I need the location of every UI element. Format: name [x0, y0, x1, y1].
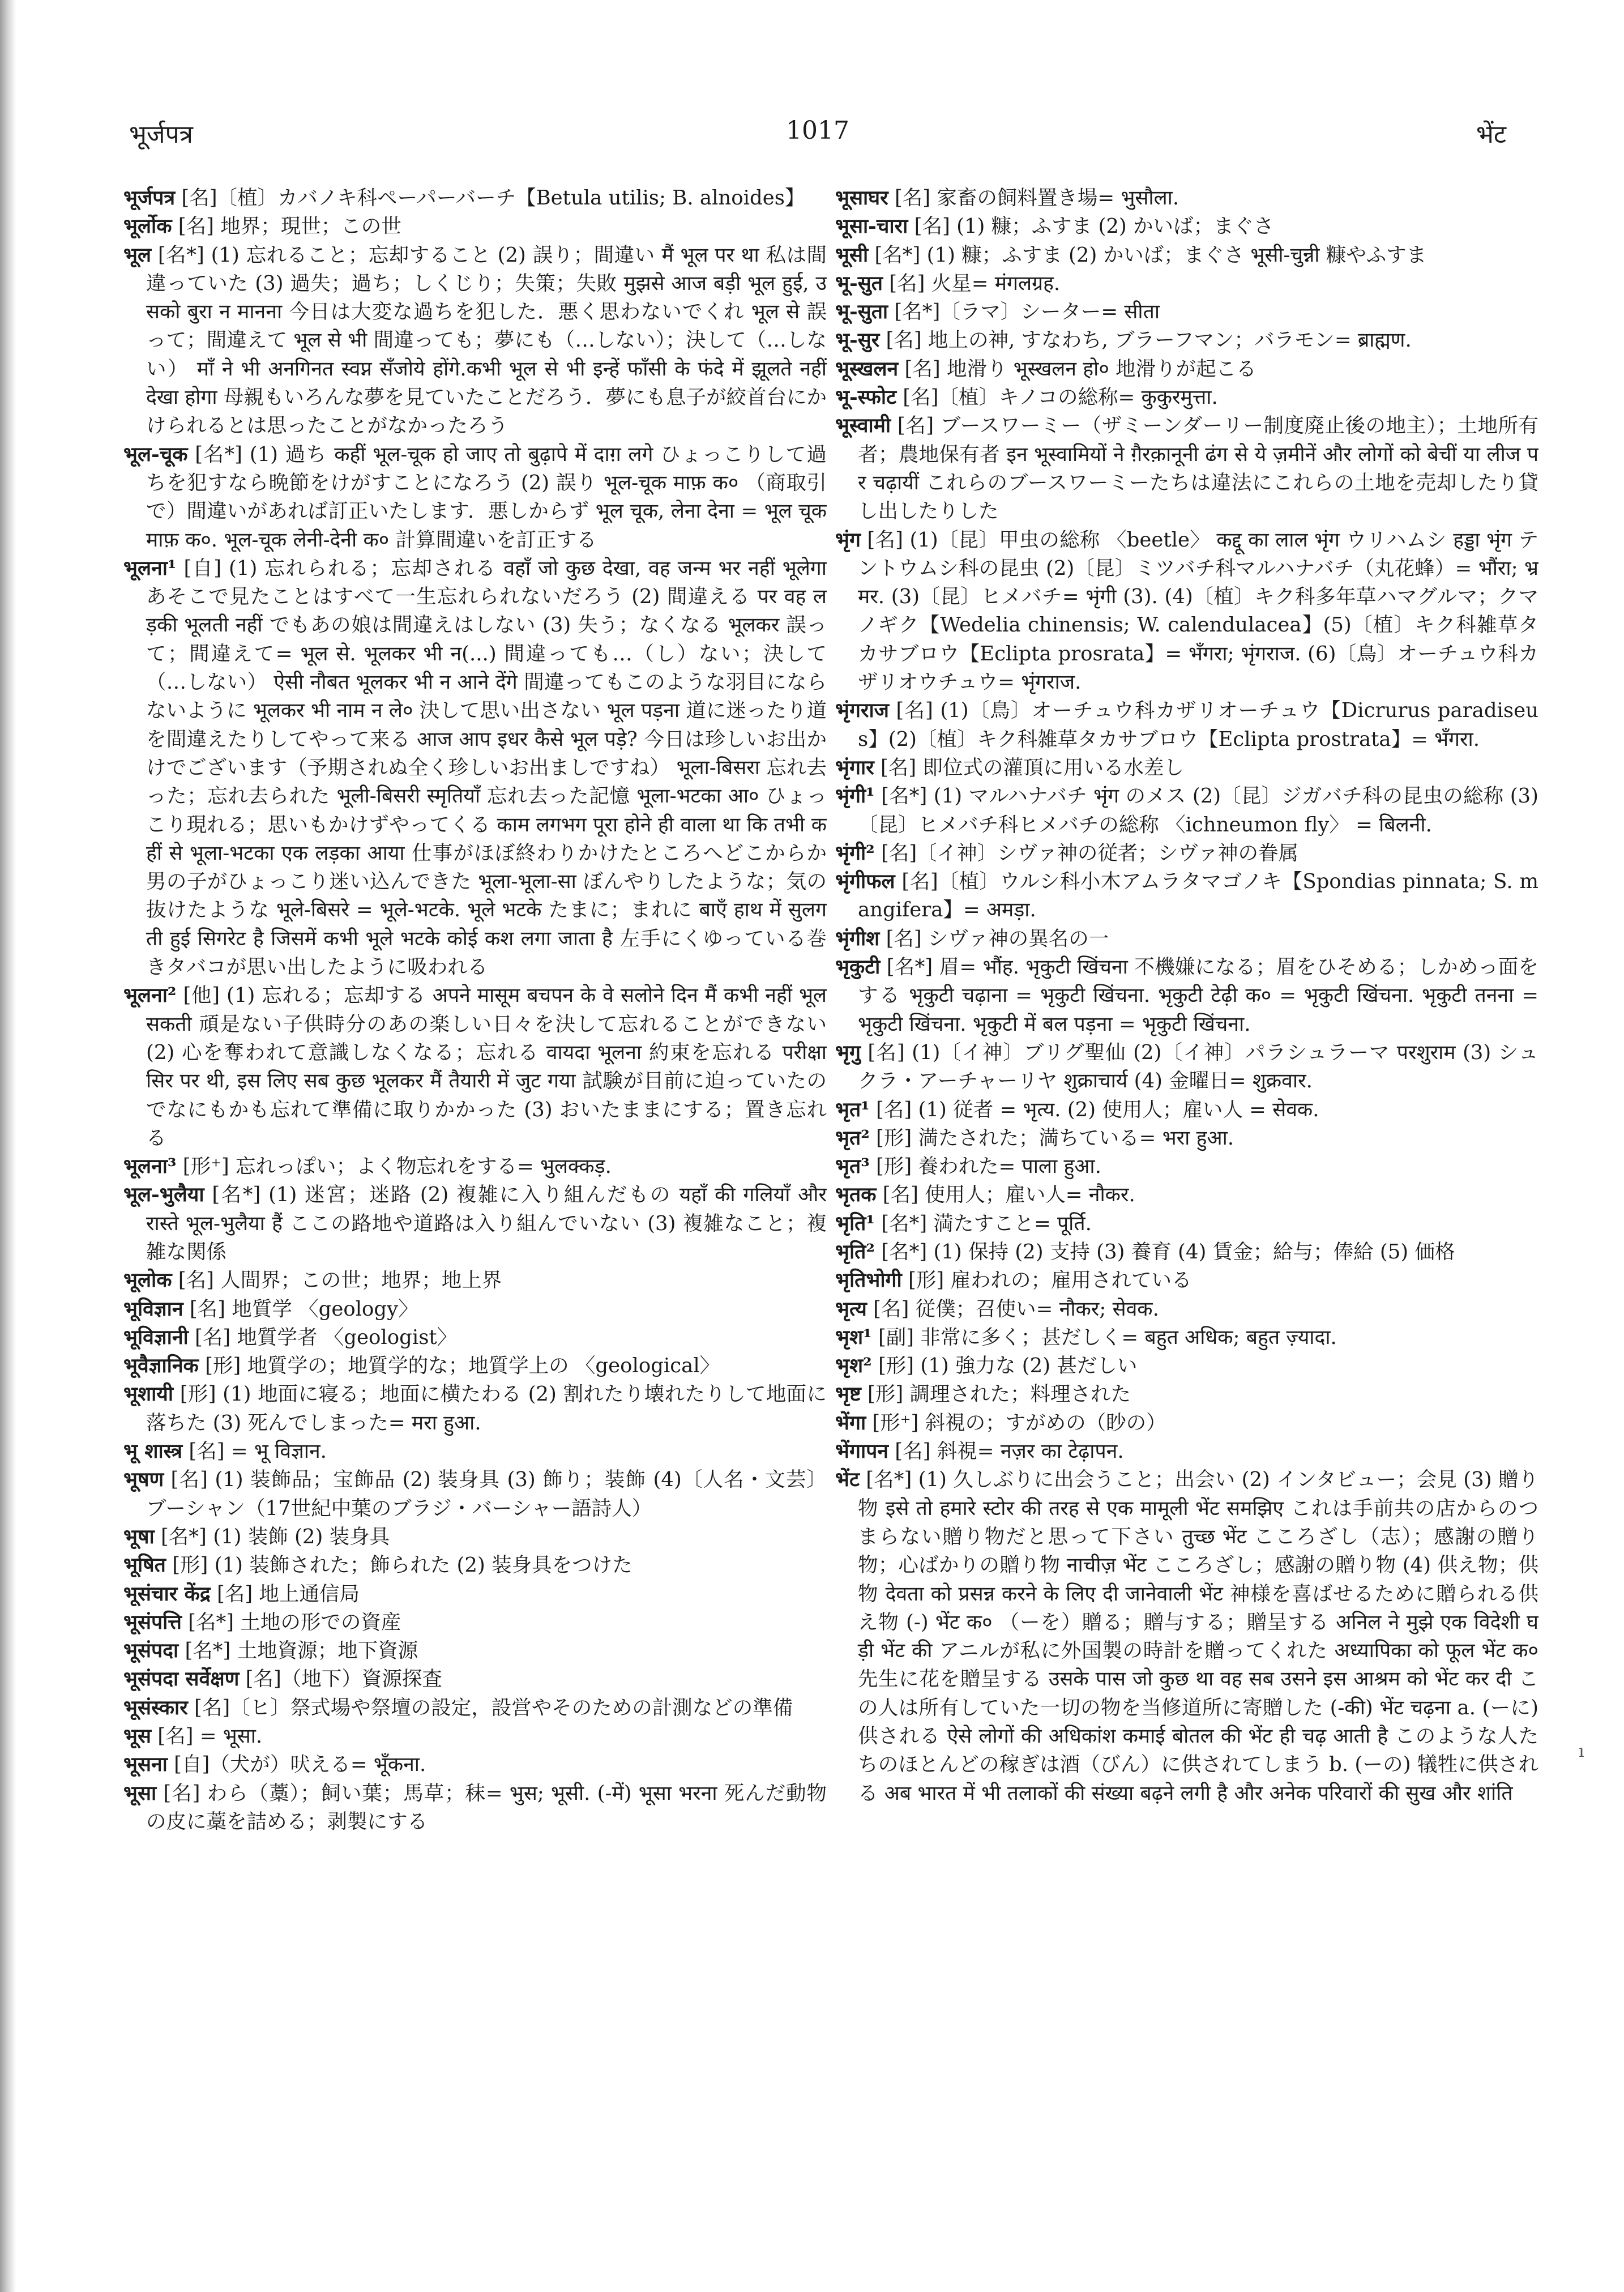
entry-headword: भू-स्फोट	[835, 386, 896, 409]
entry-definition: [名*] (1) 糠；ふすま (2) かいば；まぐさ भूसी-चुन्नी 糠やふすま	[868, 243, 1427, 267]
entry-headword: भूवैज्ञानिक	[123, 1354, 199, 1378]
entry-definition: [名] (1) 従者 = भृत्य. (2) 使用人；雇い人 = सेवक.	[869, 1098, 1319, 1121]
dictionary-entry	[123, 1437, 827, 1466]
dictionary-entry	[123, 1608, 827, 1637]
dictionary-entry	[123, 981, 827, 1153]
dictionary-entry	[835, 1324, 1538, 1352]
entry-definition: [名*] (1) 装飾 (2) 装身具	[154, 1525, 390, 1548]
entry-definition: [名] (1)〔鳥〕オーチュウ科カザリオーチュウ【Dicrurus paradiseus】(2)〔植〕キク科雑草タカサブロウ【Eclipta prostrata】= भँगरा.	[858, 699, 1538, 751]
dictionary-entry	[123, 441, 827, 554]
entry-definition: [他] (1) 忘れる；忘却する अपने मासूम बचपन के वे सलोने दिन मैं कभी नहीं भूल सकती 頑是ない子供時分のあの楽しい日々を決して忘れることができない (2) 心を奪われて意識しなくなる；忘れる वायदा भूलना 約束を忘れる परीक्षा सिर पर थी, इस लिए सब कुछ भूलकर मैं तैयारी में जुट गया 試験が目前に迫っていたのでなにもかも忘れて準備に取りかかった (3) おいたままにする；置き忘れる	[146, 984, 827, 1150]
entry-definition: [名] = भू विज्ञान.	[182, 1440, 327, 1463]
entry-headword: भृति¹	[835, 1211, 875, 1235]
entry-headword: भूषा	[123, 1525, 155, 1548]
dictionary-entry	[123, 554, 827, 981]
dictionary-entry	[835, 1437, 1538, 1466]
dictionary-entry	[835, 839, 1538, 868]
entry-headword: भूसना	[123, 1753, 168, 1777]
entry-definition: [名] 火星= मंगलग्रह.	[882, 271, 1061, 295]
dictionary-entry	[123, 184, 827, 212]
entry-definition: [名*] 満たすこと= पूर्ति.	[874, 1211, 1092, 1235]
entry-definition: [形] 養われた= पाला हुआ.	[869, 1155, 1101, 1179]
entry-definition: [名] 地上の神, すなわち, ブラーフマン；バラモン= ब्राह्मण.	[879, 328, 1412, 352]
entry-headword: भूल	[123, 243, 152, 267]
entry-headword: भृकुटी	[835, 955, 881, 979]
dictionary-entry	[123, 1181, 827, 1266]
entry-headword: भेंगापन	[835, 1440, 889, 1463]
entry-definition: [形] 満たされた；満ちている= भरा हुआ.	[869, 1126, 1234, 1150]
entry-headword: भृत²	[835, 1126, 870, 1150]
entry-headword: भृंगार	[835, 756, 874, 779]
entry-definition: [名*] 土地資源；地下資源	[178, 1639, 418, 1663]
entry-definition: [名]（地下）資源探査	[239, 1667, 442, 1691]
entry-definition: [名]〔植〕ウルシ科小木アムラタマゴノキ【Spondias pinnata; S. mangifera】= अमड़ा.	[858, 870, 1538, 922]
entry-definition: [名] (1)〔昆〕甲虫の総称 〈beetle〉 कद्दू का लाल भृंग ウリハムシ हड्डा भृंग テントウムシ科の昆虫 (2)〔昆〕ミツバチ科マルハナバチ（丸花蜂）= भौंरा; भ्रमर. (3)〔昆〕ヒメバチ= भृंगी (3). (4)〔植〕キク科多年草ハマグルマ；クマノギク【Wedelia chinensis; W. calendulacea】(5)〔植〕キク科雑草タカサブロウ【Eclipta prosrata】= भँगरा; भृंगराज. (6)〔鳥〕オーチュウ科カザリオウチュウ= भृंगराज.	[858, 528, 1538, 694]
entry-headword: भेंगा	[835, 1411, 866, 1435]
entry-headword: भूषण	[123, 1468, 164, 1492]
dictionary-entry	[835, 212, 1538, 241]
page-header	[123, 110, 1512, 161]
entry-headword: भूल-चूक	[123, 442, 188, 466]
entry-definition: [名*] (1) 保持 (2) 支持 (3) 養育 (4) 賃金；給与；俸給 (5) 価格	[874, 1240, 1455, 1264]
dictionary-entry	[835, 526, 1538, 697]
entry-definition: [名] (1) 装飾品；宝飾品 (2) 装身具 (3) 飾り；装飾 (4)〔人名・文芸〕ブーシャン（17世紀中葉のブラジ・バーシャー語詩人）	[146, 1468, 827, 1520]
dictionary-entry	[835, 1210, 1538, 1238]
dictionary-entry	[835, 754, 1538, 782]
entry-headword: भृंगी¹	[835, 784, 875, 808]
dictionary-entry	[835, 412, 1538, 526]
dictionary-entry	[835, 355, 1538, 383]
entry-definition: [名] 使用人；雇い人= नौकर.	[876, 1183, 1135, 1207]
entry-headword: भू-सुर	[835, 328, 880, 352]
entry-definition: [名] わら（藁）；飼い葉；馬草；秣= भुस; भूसी. (-में) भूसा भरना 死んだ動物の皮に藁を詰める；剥製にする	[146, 1781, 827, 1833]
entry-headword: भूसा	[123, 1781, 157, 1805]
dictionary-entry	[835, 184, 1538, 212]
entry-headword: भृंगीफल	[835, 870, 895, 894]
dictionary-entry	[123, 1722, 827, 1751]
entry-headword: भूसा-चारा	[835, 215, 908, 238]
dictionary-entry	[835, 1153, 1538, 1181]
entry-definition: [名] 地質学 〈geology〉	[183, 1297, 418, 1321]
entry-definition: [名] (1) 糠；ふすま (2) かいば；まぐさ	[908, 215, 1274, 238]
entry-headword: भूल-भुलैया	[123, 1183, 204, 1207]
entry-headword: भृति²	[835, 1240, 875, 1264]
entry-headword: भृंगीश	[835, 927, 880, 950]
entry-headword: भूविज्ञान	[123, 1297, 183, 1321]
dictionary-entry	[123, 1580, 827, 1608]
entry-headword: भूलना¹	[123, 556, 177, 580]
entry-definition: [名]〔ヒ〕祭式場や祭壇の設定，設営やそのための計測などの準備	[187, 1696, 793, 1719]
entry-headword: भृत्य	[835, 1297, 867, 1321]
entry-definition: [名*] (1) マルハナバチ भृंग のメス (2)〔昆〕ジガバチ科の昆虫の総称 (3)〔昆〕ヒメバチ科ヒメバチの総称 〈ichneumon fly〉 = बिलनी.	[858, 784, 1538, 836]
entry-definition: [名*] 眉= भौंह. भृकुटी खिंचना 不機嫌になる；眉をひそめる；しかめっ面をする भृकुटी चढ़ाना = भृकुटी खिंचना. भृकुटी टेढ़ी क० = भृकुटी खिंचना. भृकुटी तनना = भृकुटी खिंचना. भृकुटी में बल पड़ना = भृकुटी खिंचना.	[858, 955, 1538, 1036]
scan-edge-shadow	[0, 0, 16, 2292]
dictionary-entry	[123, 1380, 827, 1437]
entry-definition: [名*] 土地の形での資産	[181, 1610, 401, 1634]
header-left-guideword: भूर्जपत्र	[129, 120, 193, 149]
entry-definition: [副] 非常に多く；甚だしく= बहुत अधिक; बहुत ज़्यादा.	[871, 1325, 1337, 1349]
margin-mark: ı	[1579, 1742, 1584, 1761]
left-column	[123, 184, 827, 2200]
entry-definition: [名] 地滑り भूस्खलन हो० 地滑りが起こる	[898, 357, 1257, 381]
dictionary-entry	[835, 1409, 1538, 1437]
entry-headword: भूसाघर	[835, 186, 888, 210]
dictionary-entry	[835, 782, 1538, 839]
dictionary-entry	[835, 1238, 1538, 1266]
entry-headword: भृष्ट	[835, 1382, 861, 1406]
dictionary-entry	[835, 1181, 1538, 1209]
entry-headword: भूसंचार केंद्र	[123, 1582, 211, 1606]
entry-definition: [名] 地界；現世；この世	[172, 215, 401, 238]
dictionary-entry	[835, 697, 1538, 754]
entry-headword: भूषित	[123, 1553, 166, 1577]
entry-definition: [形⁺] 斜視の；すがめの（眇の）	[866, 1411, 1166, 1435]
entry-definition: [形⁺] 忘れっぽい；よく物忘れをする= भुलक्कड़.	[176, 1155, 612, 1179]
entry-headword: भृंगराज	[835, 699, 889, 723]
entry-headword: भृतक	[835, 1183, 877, 1207]
header-right-guideword: भेंट	[1476, 120, 1506, 149]
dictionary-entry	[835, 953, 1538, 1039]
dictionary-entry	[835, 1124, 1538, 1153]
entry-headword: भूस	[123, 1725, 151, 1748]
entry-definition: [名]〔植〕カバノキ科ペーパーバーチ【Betula utilis; B. alnoides】	[175, 186, 805, 210]
entry-headword: भूविज्ञानी	[123, 1325, 189, 1349]
entry-headword: भूसी	[835, 243, 869, 267]
entry-definition: [名*] (1) 過ち कहीं भूल-चूक हो जाए तो बुढ़ापे में दाग़ लगे ひょっこりして過ちを犯すなら晩節をけがすことになろう (2) 誤り भूल-चूक माफ़ क० （商取引で）間違いがあれば訂正いたします．悪しからず भूल चूक, लेना देना = भूल चूक माफ़ क०. भूल-चूक लेनी-देनी क० 計算間違いを訂正する	[146, 442, 827, 552]
entry-headword: भूशायी	[123, 1382, 174, 1406]
entry-definition: [形] (1) 地面に寝る；地面に横たわる (2) 割れたり壊れたりして地面に落ちた (3) 死んでしまった= मरा हुआ.	[146, 1382, 827, 1435]
entry-definition: [名] 従僕；召使い= नौकर; सेवक.	[866, 1297, 1159, 1321]
entry-definition: [名*]〔ラマ〕シーター= सीता	[888, 300, 1160, 324]
entry-headword: भूस्खलन	[835, 357, 899, 381]
dictionary-entry	[835, 1096, 1538, 1124]
entry-headword: भृश¹	[835, 1325, 872, 1349]
entry-headword: भेंट	[835, 1468, 860, 1492]
dictionary-entry	[123, 1637, 827, 1665]
entry-headword: भृत³	[835, 1155, 870, 1179]
entry-headword: भूर्लोक	[123, 215, 172, 238]
entry-definition: [自] (1) 忘れられる；忘却される वहाँ जो कुछ देखा, वह जन्म भर नहीं भूलेगा あそこで見たことはすべて一生忘れられないだろう (2) 間違える पर वह लड़की भूलती नहीं でもあの娘は間違えはしない (3) 失う；なくなる भूलकर 誤って；間違えて= भूल से. भूलकर भी न(...) 間違っても…（し）ない；決して（…しない） ऐसी नौबत भूलकर भी न आने देंगे 間違ってもこのような羽目にならないように भूलकर भी नाम न ले० 決して思い出さない भूल पड़ना 道に迷ったり道を間違えたりしてやって来る आज आप इधर कैसे भूल पड़े? 今日は珍しいお出かけでございます（予期されぬ全く珍しいお出ましですね） भूला-बिसरा 忘れ去った；忘れ去られた भूली-बिसरी स्मृतियाँ 忘れ去った記憶 भूला-भटका आ० ひょっこり現れる；思いもかけずやってくる काम लगभग पूरा होने ही वाला था कि तभी कहीं से भूला-भटका एक लड़का आया 仕事がほぼ終わりかけたところへどこからか男の子がひょっこり迷い込んできた भूला-भूला-सा ぼんやりしたような；気の抜けたような भूले-बिसरे = भूले-भटके. भूले भटके たまに；まれに बाएँ हाथ में सुलगती हुई सिगरेट है जिसमें कभी भूले भटके कोई कश लगा जाता है 左手にくゆっている巻きタバコが思い出したように吸われる	[146, 556, 827, 979]
dictionary-entry	[123, 1324, 827, 1352]
entry-definition: [名] 地上通信局	[210, 1582, 360, 1606]
entry-headword: भूर्जपत्र	[123, 186, 176, 210]
entry-definition: [名*] (1) 忘れること；忘却すること (2) 誤り；間違い मैं भूल पर था 私は間違っていた (3) 過失；過ち；しくじり；失策；失敗 मुझसे आज बड़ी भूल हुई, उसको बुरा न मानना 今日は大変な過ちを犯した．悪く思わないでくれ भूल से 誤って；間違えて भूल से भी 間違っても；夢にも（…しない）；決して（…しない） माँ ने भी अनगिनत स्वप्न सँजोये होंगे.कभी भूल से भी इन्हें फाँसी के फंदे में झूलते नहीं देखा होगा 母親もいろんな夢を見ていたことだろう．夢にも息子が絞首台にかけられるとは思ったことがなかったろう	[146, 243, 827, 438]
entry-definition: [形] (1) 強力な (2) 甚だしい	[871, 1354, 1138, 1378]
entry-definition: [自]（犬が）吠える= भूँकना.	[167, 1753, 426, 1777]
entry-definition: [名] 即位式の灌頂に用いる水差し	[874, 756, 1184, 779]
entry-headword: भृश²	[835, 1354, 872, 1378]
entry-definition: [形] (1) 装飾された；飾られた (2) 装身具をつけた	[165, 1553, 632, 1577]
dictionary-entry	[835, 1266, 1538, 1295]
entry-definition: [名] = भूसा.	[151, 1725, 263, 1748]
dictionary-entry	[123, 1466, 827, 1523]
dictionary-entry	[123, 1779, 827, 1837]
entry-definition: [名] 家畜の飼料置き場= भुसौला.	[888, 186, 1179, 210]
entry-definition: [名*] (1) 久しぶりに出会うこと；出会い (2) インタビュー；会見 (3) 贈り物 इसे तो हमारे स्टोर की तरह से एक मामूली भेंट समझिए これは手前共の店からのつまらない贈り物だと思って下さい तुच्छ भेंट こころざし（志）；感謝の贈り物；心ばかりの贈り物 नाचीज़ भेंट こころざし；感謝の贈り物 (4) 供え物；供物 देवता को प्रसन्न करने के लिए दी जानेवाली भेंट 神様を喜ばせるために贈られる供え物 (-) भेंट क० （ーを）贈る；贈与する；贈呈する अनिल ने मुझे एक विदेशी घड़ी भेंट की アニルが私に外国製の時計を贈ってくれた अध्यापिका को फूल भेंट क० 先生に花を贈呈する उसके पास जो कुछ था वह सब उसने इस आश्रम को भेंट कर दी この人は所有していた一切の物を当修道所に寄贈した (-की) भेंट चढ़ना a. (ーに) 供される ऐसे लोगों की अधिकांश कमाई बोतल की भेंट ही चढ़ आती है このような人たちのほとんどの稼ぎは酒（びん）に供されてしまう b. (ーの) 犠牲に供される अब भारत में भी तलाकों की संख्या बढ़ने लगी है और अनेक परिवारों की सुख और शांति	[858, 1468, 1538, 1805]
dictionary-entry	[835, 270, 1538, 298]
dictionary-entry	[835, 326, 1538, 355]
dictionary-entry	[123, 1153, 827, 1181]
entry-headword: भू-सुता	[835, 300, 888, 324]
dictionary-entry	[835, 241, 1538, 270]
dictionary-entry	[835, 1295, 1538, 1324]
entry-headword: भृंग	[835, 528, 861, 552]
dictionary-entry	[123, 241, 827, 441]
page-number: 1017	[786, 116, 849, 145]
entry-definition: [名*] (1) 迷宮；迷路 (2) 複雑に入り組んだもの यहाँ की गलियाँ और रास्ते भूल-भुलैया हैं ここの路地や道路は入り組んでいない (3) 複雑なこと；複雑な関係	[146, 1183, 827, 1264]
entry-definition: [名] 斜視= नज़र का टेढ़ापन.	[888, 1440, 1124, 1463]
dictionary-entry	[835, 383, 1538, 412]
entry-definition: [形] 地質学の；地質学的な；地質学上の 〈geological〉	[198, 1354, 720, 1378]
entry-definition: [名]〔イ神〕シヴァ神の従者；シヴァ神の眷属	[874, 841, 1298, 865]
dictionary-entry	[835, 925, 1538, 953]
entry-headword: भृतिभोगी	[835, 1269, 902, 1292]
entry-headword: भूस्वामी	[835, 414, 891, 438]
entry-definition: [名] シヴァ神の異名の一	[879, 927, 1109, 950]
dictionary-entry	[123, 1694, 827, 1722]
dictionary-entry	[835, 868, 1538, 925]
entry-headword: भूसंपत्ति	[123, 1610, 182, 1634]
entry-definition: [名] 地質学者 〈geologist〉	[188, 1325, 458, 1349]
entry-definition: [名] 人間界；この世；地界；地上界	[172, 1269, 502, 1292]
entry-definition: [名]〔植〕キノコの総称= कुकुरमुत्ता.	[896, 386, 1218, 409]
entry-headword: भूलोक	[123, 1269, 172, 1292]
dictionary-entry	[123, 1523, 827, 1551]
entry-definition: [名] (1)〔イ神〕ブリグ聖仙 (2)〔イ神〕パラシュラーマ परशुराम (3) シュクラ・アーチャーリヤ शुक्राचार्य (4) 金曜日= शुक्रवार.	[858, 1040, 1538, 1093]
entry-headword: भूसंपदा	[123, 1639, 179, 1663]
entry-headword: भृगु	[835, 1040, 861, 1064]
dictionary-entry	[123, 1295, 827, 1324]
dictionary-entry	[835, 298, 1538, 326]
dictionary-entry	[123, 1551, 827, 1580]
entry-definition: [名] ブースワーミー（ザミーンダーリー制度廃止後の地主）；土地所有者；農地保有者 इन भूस्वामियों ने ग़ैरक़ानूनी ढंग से ये ज़मीनें और लोगों को बेचीं या लीज पर चढ़ायीं これらのブースワーミーたちは違法にこれらの土地を売却したり貸し出したりした	[858, 414, 1538, 523]
dictionary-entry	[835, 1380, 1538, 1409]
entry-definition: [形] 調理された；料理された	[861, 1382, 1131, 1406]
dictionary-entry	[835, 1352, 1538, 1380]
entry-headword: भूलना²	[123, 984, 177, 1008]
entry-headword: भूसंपदा सर्वेक्षण	[123, 1667, 240, 1691]
entry-headword: भू शास्त्र	[123, 1440, 183, 1463]
dictionary-entry	[123, 1266, 827, 1295]
entry-headword: भू-सुत	[835, 271, 883, 295]
entry-headword: भूलना³	[123, 1155, 177, 1179]
dictionary-entry	[835, 1466, 1538, 1808]
dictionary-entry	[123, 212, 827, 241]
dictionary-entry	[123, 1751, 827, 1779]
dictionary-entry	[123, 1665, 827, 1693]
entry-headword: भूसंस्कार	[123, 1696, 188, 1719]
dictionary-entry	[835, 1039, 1538, 1096]
entry-definition: [形] 雇われの；雇用されている	[901, 1269, 1192, 1292]
entry-headword: भृत¹	[835, 1098, 870, 1121]
dictionary-entry	[123, 1352, 827, 1380]
entry-headword: भृंगी²	[835, 841, 875, 865]
right-column	[835, 184, 1538, 2200]
